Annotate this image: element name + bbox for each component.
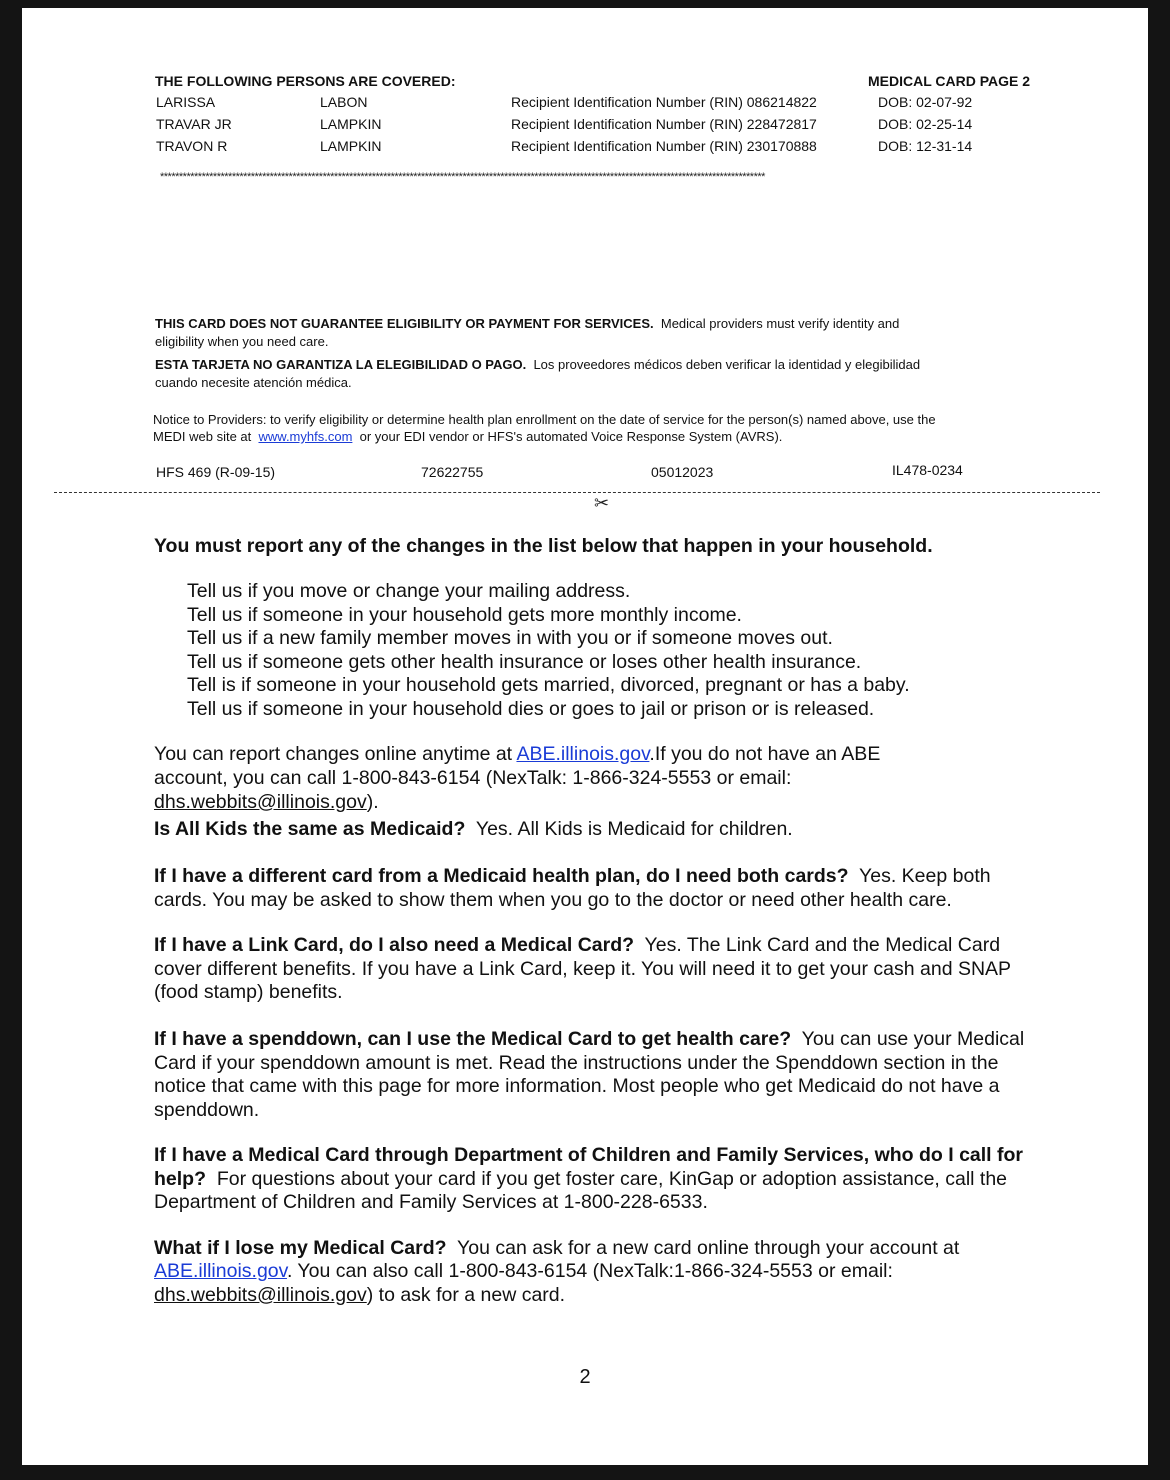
faq-item <box>154 1028 1044 1122</box>
disclaimer-es-line2: cuando necesite atención médica. <box>155 375 352 390</box>
person-first-name: TRAVAR JR <box>156 116 232 132</box>
faq-item <box>154 934 1014 1005</box>
provider-notice-line1: Notice to Providers: to verify eligibility or determine health plan enrollment on the date of service for the person(s) named above, use the <box>153 412 936 427</box>
online-text: ). <box>366 791 379 813</box>
faq-question: Is All Kids the same as Medicaid? <box>154 818 466 840</box>
notice-text: MEDI web site at <box>153 429 252 444</box>
disclaimer-es-text: Los proveedores médicos deben verificar la identidad y elegibilidad <box>533 357 921 372</box>
online-line2: account, you can call 1-800-843-6154 (NexTalk: 1-866-324-5553 or email: <box>154 767 792 789</box>
faq-answer: Yes. All Kids is Medicaid for children. <box>475 818 793 840</box>
list-item: Tell us if someone in your household dies or goes to jail or prison or is released. <box>187 697 875 720</box>
disclaimer-en-bold: THIS CARD DOES NOT GUARANTEE ELIGIBILITY OR PAYMENT FOR SERVICES. <box>155 316 654 331</box>
person-dob: DOB: 02-25-14 <box>878 116 973 132</box>
faq-question: If I have a spenddown, can I use the Medical Card to get health care? <box>154 1028 792 1050</box>
faq-answer: ) to ask for a new card. <box>366 1284 566 1306</box>
disclaimer-es <box>155 356 920 373</box>
faq-item <box>154 865 1049 912</box>
person-dob: DOB: 12-31-14 <box>878 138 973 154</box>
online-text: You can report changes online anytime at <box>154 743 513 765</box>
person-last-name: LAMPKIN <box>320 138 382 154</box>
disclaimer-en-text: Medical providers must verify identity and <box>660 316 900 331</box>
email-link[interactable]: dhs.webbits@illinois.gov <box>154 791 367 813</box>
faq-item <box>154 818 1049 842</box>
person-rin: Recipient Identification Number (RIN) 228472817 <box>511 116 817 132</box>
date-code: 05012023 <box>651 464 714 480</box>
person-rin: Recipient Identification Number (RIN) 086214822 <box>511 94 817 110</box>
faq-answer: Yes. Keep both cards. You may be asked to show them when you go to the doctor or need other health care. <box>154 865 991 911</box>
covered-title: THE FOLLOWING PERSONS ARE COVERED: <box>155 73 456 89</box>
page-title: MEDICAL CARD PAGE 2 <box>868 73 1031 89</box>
notice-text: or your EDI vendor or HFS's automated Voice Response System (AVRS). <box>359 429 783 444</box>
faq-question: If I have a Link Card, do I also need a Medical Card? <box>154 934 635 956</box>
list-item: Tell us if a new family member moves in with you or if someone moves out. <box>187 627 833 649</box>
email-link[interactable]: dhs.webbits@illinois.gov <box>154 1284 367 1306</box>
online-line1 <box>154 743 880 767</box>
list-item: Tell us if you move or change your mailing address. <box>187 580 631 602</box>
online-line3 <box>154 791 379 815</box>
report-heading: You must report any of the changes in the list below that happen in your household. <box>154 535 933 557</box>
disclaimer-es-bold: ESTA TARJETA NO GARANTIZA LA ELEGIBILIDAD O PAGO. <box>155 357 527 372</box>
asterisk-separator: **************************************************************************************************************************************************************** <box>160 171 765 183</box>
document-page <box>22 8 1148 1465</box>
faq-item <box>154 1144 1034 1215</box>
list-item: Tell us if someone gets other health insurance or loses other health insurance. <box>187 650 862 673</box>
faq-question: What if I lose my Medical Card? <box>154 1237 447 1259</box>
person-dob: DOB: 02-07-92 <box>878 94 973 110</box>
office-code: IL478-0234 <box>892 462 963 478</box>
page-number: 2 <box>579 1366 591 1388</box>
person-last-name: LABON <box>320 94 368 110</box>
faq-answer: For questions about your card if you get foster care, KinGap or adoption assistance, call the Department of Children and Family Services at 1-800-228-6533. <box>154 1167 1008 1213</box>
disclaimer-en <box>155 315 899 332</box>
form-number: HFS 469 (R-09-15) <box>156 464 276 480</box>
faq-answer: . You can also call 1-800-843-6154 (NexTalk:1-866-324-5553 or email: <box>286 1260 893 1282</box>
faq-answer: You can use your Medical Card if your spenddown amount is met. Read the instructions under the Spenddown section in the notice that came with this page for more information. Most people who get Medicaid do not have a spenddown. <box>154 1028 1025 1121</box>
faq-question: If I have a different card from a Medicaid health plan, do I need both cards? <box>154 865 849 887</box>
person-last-name: LAMPKIN <box>320 116 382 132</box>
person-first-name: TRAVON R <box>156 138 228 154</box>
abe-link[interactable]: ABE.illinois.gov <box>516 743 650 765</box>
lose-card-line1 <box>154 1237 959 1261</box>
report-list <box>187 580 910 721</box>
list-item: Tell us if someone in your household gets more monthly income. <box>187 603 742 626</box>
list-item: Tell is if someone in your household gets married, divorced, pregnant or has a baby. <box>187 674 910 696</box>
abe-link[interactable]: ABE.illinois.gov <box>154 1260 287 1282</box>
lose-card-line2 <box>154 1260 893 1284</box>
person-first-name: LARISSA <box>156 94 216 110</box>
code-number: 72622755 <box>421 464 484 480</box>
person-rin: Recipient Identification Number (RIN) 230170888 <box>511 138 817 154</box>
online-text: .If you do not have an ABE <box>649 743 881 765</box>
lose-card-line3 <box>154 1284 565 1308</box>
cut-line <box>54 492 1100 493</box>
faq-answer: You can ask for a new card online through your account at <box>457 1237 960 1259</box>
disclaimer-en-line2: eligibility when you need care. <box>155 334 329 349</box>
myhfs-link[interactable]: www.myhfs.com <box>258 429 353 444</box>
scissors-icon: ✂ <box>594 493 610 513</box>
faq-answer: Yes. The Link Card and the Medical Card cover different benefits. If you have a Link Card, keep it. You will need it to get your cash and SNAP (food stamp) benefits. <box>154 934 1011 1003</box>
provider-notice-line2 <box>153 428 782 445</box>
faq-question: If I have a Medical Card through Department of Children and Family Services, who do I call for help? <box>154 1144 1024 1190</box>
